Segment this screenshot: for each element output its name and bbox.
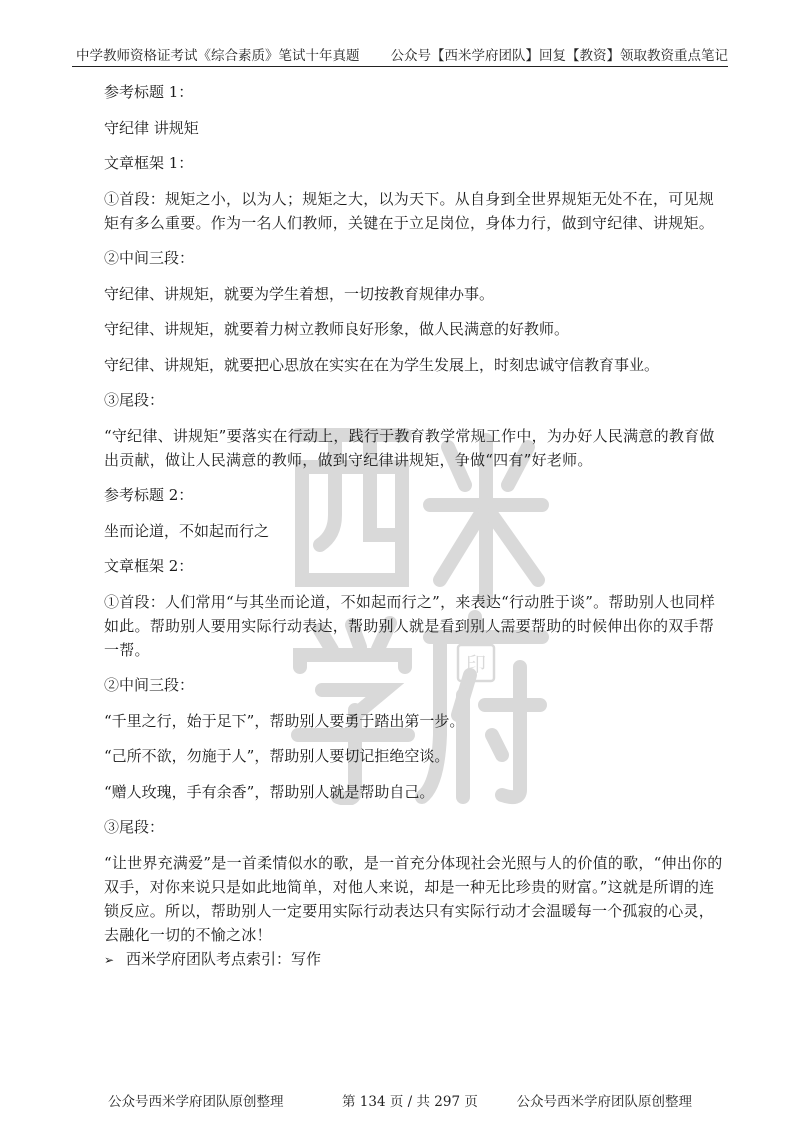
framework-1-middle-label: ②中间三段： [104, 249, 195, 267]
page-number: 第 134 页 / 共 297 页 [342, 1094, 478, 1110]
framework-2-ending: “让世界充满爱”是一首柔情似水的歌，是一首充分体现社会光照与人的价值的歌，“伸出你的双手，对你来说只是如此地简单，对他人来说，却是一种无比珍贵的财富。”这就是所谓的连锁反应。所以，帮助别人一定要用实际行动表达只有实际行动才会温暖每一个孤寂的心灵，去融化一切的不愉之冰！ [104, 853, 723, 944]
framework-1-middle-1: 守纪律、讲规矩，就要为学生着想，一切按教育规律办事。 [104, 284, 495, 303]
article-content [104, 80, 728, 972]
topic-index-text: 西米学府团队考点索引：写作 [126, 949, 322, 968]
page-header [72, 40, 728, 67]
framework-2-label: 文章框架 2： [104, 557, 194, 575]
framework-2-opening: ①首段：人们常用“与其坐而论道，不如起而行之”，来表达“行动胜于谈”。帮助别人也同样如此。帮助别人要用实际行动表达，帮助别人就是看到别人需要帮助的时候伸出你的双手帮一帮。 [104, 592, 716, 659]
framework-1-middle-2: 守纪律、讲规矩，就要着力树立教师良好形象，做人民满意的好教师。 [104, 320, 570, 338]
footer-right-credit: 公众号西米学府团队原创整理 [516, 1094, 692, 1110]
framework-2-middle-1: “千里之行，始于足下”，帮助别人要勇于踏出第一步。 [104, 711, 465, 730]
ref-title-1: 守纪律 讲规矩 [104, 118, 199, 137]
ref-title-2: 坐而论道，不如起而行之 [104, 521, 270, 540]
topic-index-line [104, 947, 728, 972]
framework-2-middle-label: ②中间三段： [104, 676, 195, 694]
framework-1-opening: ①首段：规矩之小，以为人；规矩之大，以为天下。从自身到全世界规矩无处不在，可见规矩有多么重要。作为一名人们教师，关键在于立足岗位，身体力行，做到守纪律、讲规矩。 [104, 189, 715, 232]
ref-title-1-label: 参考标题 1： [104, 83, 194, 101]
framework-2-middle-2: “己所不欲，勿施于人”，帮助别人要切记拒绝空谈。 [104, 747, 450, 765]
framework-1-ending-label: ③尾段： [104, 391, 165, 409]
header-right-notice: 公众号【西米学府团队】回复【教资】领取教资重点笔记 [390, 48, 728, 64]
framework-1-ending: “守纪律、讲规矩”要落实在行动上，践行于教育教学常规工作中，为办好人民满意的教育做出贡献，做让人民满意的教师，做到守纪律讲规矩，争做“四有”好老师。 [104, 426, 715, 469]
footer-left-credit: 公众号西米学府团队原创整理 [108, 1094, 284, 1110]
arrow-bullet-icon: ➢ [104, 952, 115, 967]
ref-title-2-label: 参考标题 2： [104, 486, 194, 504]
framework-1-middle-3: 守纪律、讲规矩，就要把心思放在实实在在为学生发展上，时刻忠诚守信教育事业。 [104, 355, 660, 374]
framework-2-ending-label: ③尾段： [104, 818, 165, 836]
framework-1-label: 文章框架 1： [104, 154, 194, 172]
framework-2-middle-3: “赠人玫瑰，手有余香”，帮助别人就是帮助自己。 [104, 782, 435, 801]
header-left-title: 中学教师资格证考试《综合素质》笔试十年真题 [76, 48, 360, 64]
watermark-seal-text: 印 [466, 652, 486, 676]
